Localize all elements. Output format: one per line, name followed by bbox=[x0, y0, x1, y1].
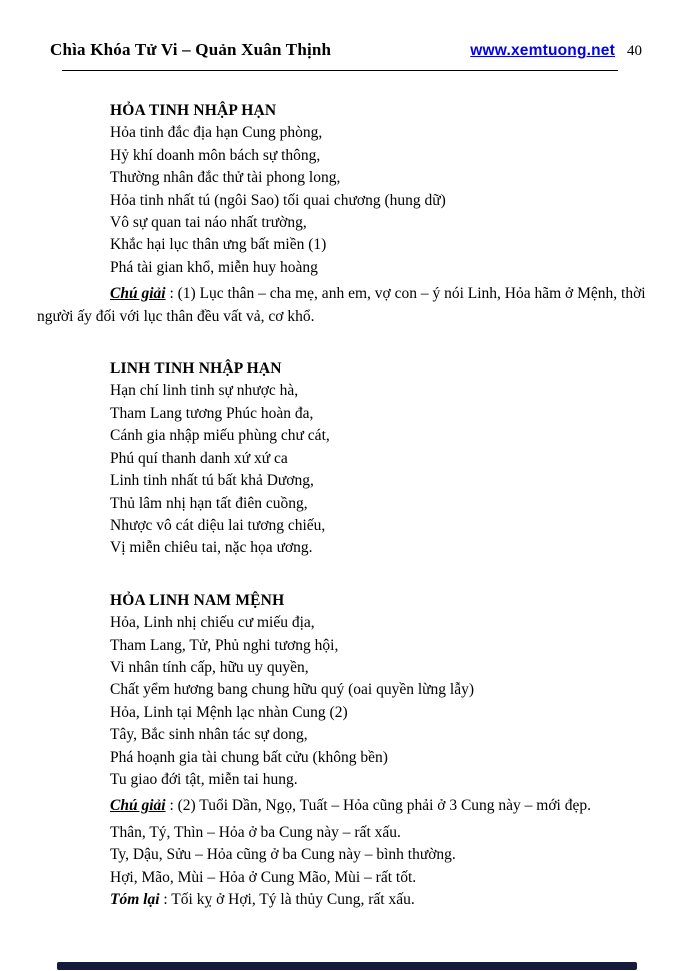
verse-line: Hỏa, Linh nhị chiếu cư miếu địa, bbox=[110, 614, 315, 632]
note-paragraph bbox=[37, 795, 648, 817]
verse-line: Thường nhân đắc thử tài phong long, bbox=[110, 169, 341, 187]
verse-line: Tây, Bắc sinh nhân tác sự dong, bbox=[110, 726, 308, 744]
verse-line: Tham Lang, Tử, Phủ nghi tương hội, bbox=[110, 636, 339, 654]
verse-line: Linh tinh nhất tú bất khả Dương, bbox=[110, 472, 314, 490]
cung-list-item: Ty, Dậu, Sửu – Hỏa cũng ở ba Cung này – bình thường. bbox=[110, 846, 456, 864]
note-label: Chú giải bbox=[110, 797, 166, 815]
cung-list-item: Thân, Tý, Thìn – Hỏa ở ba Cung này – rất xấu. bbox=[110, 823, 401, 841]
website-link[interactable]: www.xemtuong.net bbox=[470, 42, 615, 59]
section-heading-hoa-linh-nam-menh: HỎA LINH NAM MỆNH bbox=[110, 591, 285, 609]
summary-line bbox=[110, 889, 648, 911]
verse-line: Phá tài gian khổ, miễn huy hoàng bbox=[110, 258, 318, 276]
note-paragraph bbox=[37, 283, 648, 328]
verse-line: Khắc hại lục thân ưng bất miền (1) bbox=[110, 236, 327, 254]
page-header bbox=[50, 40, 642, 60]
cung-list bbox=[37, 822, 648, 889]
verse-line: Hỷ khí doanh môn bách sự thông, bbox=[110, 146, 321, 164]
page-number: 40 bbox=[627, 43, 642, 59]
summary-label: Tóm lại bbox=[110, 891, 160, 908]
bottom-bar bbox=[57, 962, 637, 970]
verse-line: Nhược vô cát diệu lai tương chiếu, bbox=[110, 516, 326, 534]
note-text: : (1) Lục thân – cha mẹ, anh em, vợ con – ý nói Linh, Hỏa hãm ở Mệnh, thời người ấy đối với lục thân đều vất vả, cơ khổ. bbox=[37, 285, 646, 325]
verse-line: Chất yểm hương bang chung hữu quý (oai quyền lừng lẫy) bbox=[110, 681, 475, 699]
section-heading-hoa-tinh-nhap-han: HỎA TINH NHẬP HẠN bbox=[110, 102, 277, 119]
verse-line: Vô sự quan tai náo nhất trường, bbox=[110, 214, 307, 232]
verse-line: Hỏa tinh nhất tú (ngôi Sao) tối quai chương (hung dữ) bbox=[110, 191, 446, 209]
verse-line: Hỏa, Linh tại Mệnh lạc nhàn Cung (2) bbox=[110, 703, 348, 721]
verse-line: Thủ lâm nhị hạn tất điên cuồng, bbox=[110, 494, 308, 512]
book-title: Chìa Khóa Tử Vi – Quản Xuân Thịnh bbox=[50, 40, 332, 59]
verse-line: Phá hoạnh gia tài chung bất cửu (không bền) bbox=[110, 748, 388, 766]
cung-list-item: Hợi, Mão, Mùi – Hỏa ở Cung Mão, Mùi – rất tốt. bbox=[110, 868, 417, 886]
header-divider bbox=[62, 70, 618, 71]
note-label: Chú giải bbox=[110, 285, 166, 303]
page-content bbox=[37, 100, 648, 911]
verse-line: Vi nhân tính cấp, hữu uy quyền, bbox=[110, 658, 309, 676]
verse-line: Phú quí thanh danh xứ xứ ca bbox=[110, 449, 288, 467]
section-heading-linh-tinh-nhap-han: LINH TINH NHẬP HẠN bbox=[110, 360, 282, 378]
verse-line: Tu giao đới tật, miễn tai hung. bbox=[110, 770, 298, 788]
note-text: : (2) Tuổi Dần, Ngọ, Tuất – Hỏa cũng phải ở 3 Cung này – mới đẹp. bbox=[165, 797, 591, 815]
verse-line: Tham Lang tương Phúc hoàn đa, bbox=[110, 404, 314, 422]
summary-text: : Tối kỵ ở Hợi, Tý là thủy Cung, rất xấu. bbox=[159, 891, 415, 908]
verse-line: Vị miễn chiêu tai, nặc họa ương. bbox=[110, 539, 313, 557]
verse-line: Cánh gia nhập miếu phùng chư cát, bbox=[110, 427, 330, 445]
verse-line: Hạn chí linh tinh sự nhược hà, bbox=[110, 382, 299, 400]
header-right bbox=[470, 42, 642, 60]
verse-line: Hỏa tinh đắc địa hạn Cung phòng, bbox=[110, 124, 323, 142]
